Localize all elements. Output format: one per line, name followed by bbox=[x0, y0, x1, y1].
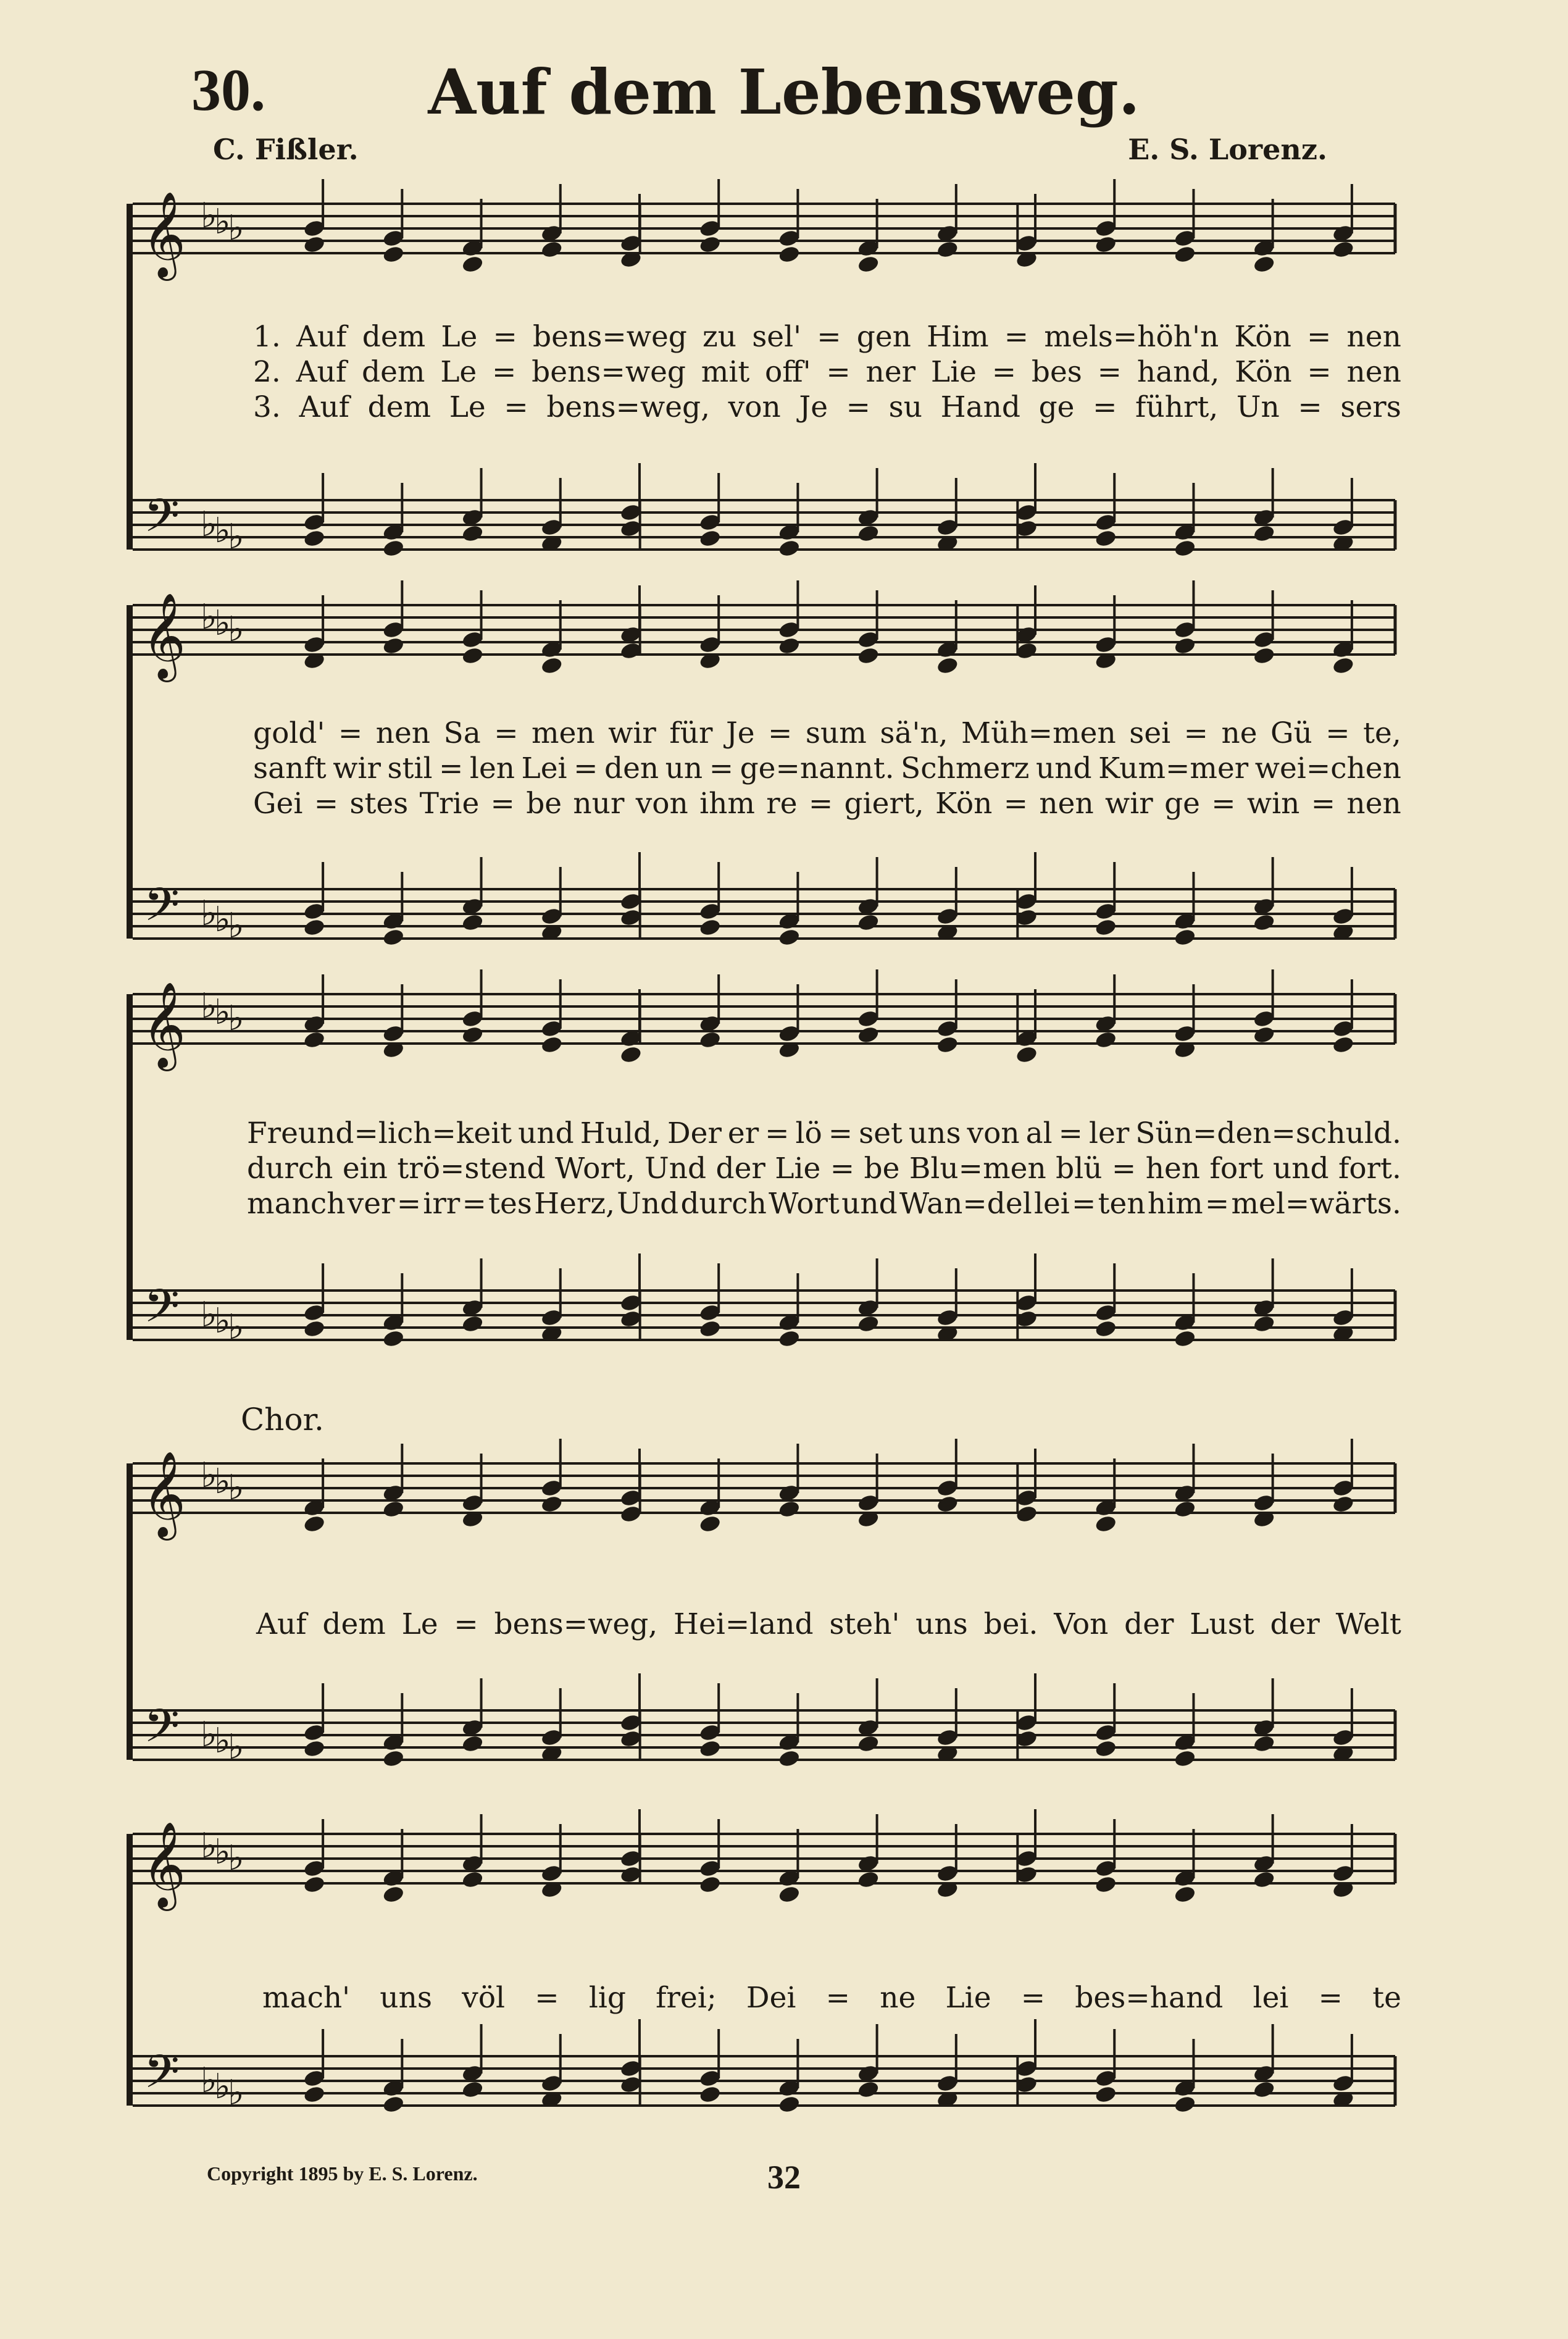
lyric-syllable: sum bbox=[805, 716, 867, 750]
lyric-syllable: = bbox=[1072, 1187, 1096, 1221]
lyric-syllable: Gü bbox=[1270, 716, 1312, 750]
svg-text:♭: ♭ bbox=[214, 603, 231, 643]
lyric-syllable: Blu=men bbox=[909, 1152, 1046, 1186]
lyric-syllable: = bbox=[493, 320, 517, 354]
svg-text:♭: ♭ bbox=[201, 597, 217, 637]
lyric-syllable: Und bbox=[617, 1187, 679, 1221]
lyric-syllable: und bbox=[1035, 751, 1092, 785]
lyric-syllable: win bbox=[1246, 787, 1300, 821]
lyric-syllable: = bbox=[1325, 716, 1350, 750]
lyric-line bbox=[130, 1607, 1401, 1641]
lyric-syllable: gen bbox=[856, 320, 911, 354]
lyric-syllable: = bbox=[709, 751, 734, 785]
svg-text:♭: ♭ bbox=[228, 208, 244, 248]
svg-text:𝄢: 𝄢 bbox=[144, 878, 180, 943]
lyric-syllable: Trie bbox=[419, 787, 480, 821]
lyric-syllable: und bbox=[841, 1187, 898, 1221]
lyric-syllable: sers bbox=[1340, 390, 1401, 424]
lyric-syllable: te, bbox=[1363, 716, 1401, 750]
lyric-syllable: lö bbox=[795, 1116, 822, 1150]
lyric-syllable: al bbox=[1025, 1116, 1053, 1150]
svg-text:♭: ♭ bbox=[201, 1455, 217, 1496]
lyric-syllable: lei bbox=[1033, 1187, 1070, 1221]
lyric-syllable: von bbox=[728, 390, 781, 424]
lyric-syllable: dem bbox=[361, 355, 425, 389]
page-number: 32 bbox=[767, 2159, 801, 2196]
svg-text:♭: ♭ bbox=[228, 906, 244, 946]
lyric-syllable: ein bbox=[342, 1152, 388, 1186]
lyric-syllable: hen bbox=[1145, 1152, 1201, 1186]
lyric-syllable: = bbox=[1097, 355, 1122, 389]
lyric-syllable: Lust bbox=[1190, 1607, 1254, 1641]
lyric-syllable: = bbox=[573, 751, 598, 785]
svg-text:♭: ♭ bbox=[201, 1826, 217, 1866]
lyric-syllable: führt, bbox=[1135, 390, 1219, 424]
lyric-syllable: Je bbox=[725, 716, 755, 750]
svg-text:𝄞: 𝄞 bbox=[142, 191, 186, 277]
svg-text:♭: ♭ bbox=[228, 1468, 244, 1508]
lyric-syllable: = bbox=[1307, 355, 1332, 389]
lyric-syllable: wir bbox=[333, 751, 381, 785]
text-author: C. Fißler. bbox=[213, 133, 359, 166]
lyric-syllable: von bbox=[635, 787, 688, 821]
lyric-syllable: Auf bbox=[296, 355, 347, 389]
svg-text:♭: ♭ bbox=[214, 511, 231, 551]
lyric-syllable: = bbox=[825, 1981, 850, 2015]
lyric-syllable: wir bbox=[608, 716, 656, 750]
lyric-syllable: von bbox=[967, 1116, 1020, 1150]
svg-text:𝄞: 𝄞 bbox=[142, 982, 186, 1068]
svg-text:♭: ♭ bbox=[228, 1307, 244, 1347]
lyric-syllable: völ bbox=[462, 1981, 506, 2015]
lyric-syllable: bens=weg, bbox=[494, 1607, 658, 1641]
lyric-syllable: Him bbox=[927, 320, 989, 354]
svg-text:𝄞: 𝄞 bbox=[142, 1822, 186, 1907]
svg-text:♭: ♭ bbox=[228, 2073, 244, 2113]
lyric-syllable: = bbox=[454, 1607, 478, 1641]
lyric-syllable: su bbox=[888, 390, 922, 424]
lyric-syllable: ver bbox=[347, 1187, 395, 1221]
lyric-syllable: Auf bbox=[296, 320, 347, 354]
lyric-syllable: Huld, bbox=[580, 1116, 662, 1150]
lyric-syllable: bens=weg bbox=[532, 355, 686, 389]
lyric-syllable: nur bbox=[573, 787, 625, 821]
lyric-syllable: mel=wärts. bbox=[1231, 1187, 1401, 1221]
lyric-syllable: steh' bbox=[829, 1607, 900, 1641]
lyric-line bbox=[130, 751, 1401, 785]
lyric-line bbox=[130, 1187, 1401, 1221]
lyric-syllable: sel' bbox=[752, 320, 802, 354]
lyric-syllable: = bbox=[830, 1152, 855, 1186]
lyric-syllable: un bbox=[665, 751, 703, 785]
lyric-syllable: 2. bbox=[253, 355, 281, 389]
lyric-syllable: ne bbox=[880, 1981, 916, 2015]
lyric-syllable: nen bbox=[1346, 355, 1401, 389]
lyric-syllable: Un bbox=[1236, 390, 1280, 424]
copyright-notice: Copyright 1895 by E. S. Lorenz. bbox=[207, 2162, 478, 2185]
lyric-line bbox=[130, 1116, 1401, 1150]
lyric-syllable: nen bbox=[1039, 787, 1094, 821]
lyric-syllable: off' bbox=[765, 355, 811, 389]
lyric-syllable: Wort bbox=[769, 1187, 840, 1221]
lyric-syllable: bei. bbox=[983, 1607, 1038, 1641]
lyric-syllable: him bbox=[1147, 1187, 1203, 1221]
svg-text:♭: ♭ bbox=[228, 998, 244, 1039]
lyric-syllable: = bbox=[1204, 1187, 1230, 1221]
lyric-syllable: ne bbox=[1221, 716, 1257, 750]
svg-text:♭: ♭ bbox=[228, 1838, 244, 1878]
svg-text:♭: ♭ bbox=[214, 1301, 231, 1341]
lyric-syllable: te bbox=[1372, 1981, 1401, 2015]
svg-text:♭: ♭ bbox=[214, 1462, 231, 1502]
lyric-syllable: fort bbox=[1209, 1152, 1264, 1186]
lyric-syllable: blü bbox=[1056, 1152, 1103, 1186]
lyric-syllable: 3. bbox=[253, 390, 281, 424]
hymn-header bbox=[0, 56, 1568, 130]
lyric-syllable: Wan=del bbox=[899, 1187, 1032, 1221]
lyric-syllable: ler bbox=[1088, 1116, 1130, 1150]
lyric-line bbox=[130, 355, 1401, 389]
svg-text:♭: ♭ bbox=[214, 2067, 231, 2107]
lyric-syllable: = bbox=[1311, 787, 1336, 821]
svg-text:𝄢: 𝄢 bbox=[144, 489, 180, 554]
svg-text:♭: ♭ bbox=[201, 196, 217, 236]
svg-text:♭: ♭ bbox=[214, 202, 231, 242]
lyric-syllable: Schmerz bbox=[901, 751, 1030, 785]
lyric-syllable: stes bbox=[349, 787, 409, 821]
svg-text:𝄞: 𝄞 bbox=[142, 1451, 186, 1537]
lyric-syllable: ge bbox=[1038, 390, 1075, 424]
lyric-syllable: be bbox=[864, 1152, 900, 1186]
lyric-syllable: = bbox=[494, 716, 519, 750]
lyric-syllable: = bbox=[1183, 716, 1209, 750]
lyric-syllable: uns bbox=[908, 1116, 961, 1150]
lyric-syllable: Von bbox=[1054, 1607, 1109, 1641]
lyric-syllable: lei bbox=[1253, 1981, 1289, 2015]
lyric-syllable: ge=nannt. bbox=[740, 751, 895, 785]
lyric-syllable: = bbox=[314, 787, 339, 821]
svg-text:♭: ♭ bbox=[201, 986, 217, 1026]
lyric-line bbox=[130, 390, 1401, 424]
lyric-syllable: Gei bbox=[253, 787, 303, 821]
lyric-syllable: = bbox=[1020, 1981, 1046, 2015]
lyric-syllable: bens=weg, bbox=[546, 390, 711, 424]
lyric-syllable: wei=chen bbox=[1254, 751, 1401, 785]
lyric-syllable: 1. bbox=[253, 320, 281, 354]
lyric-syllable: = bbox=[338, 716, 363, 750]
lyric-syllable: = bbox=[1003, 787, 1028, 821]
lyric-syllable: gold' bbox=[253, 716, 325, 750]
lyric-syllable: men bbox=[532, 716, 595, 750]
lyric-syllable: Kön bbox=[935, 787, 993, 821]
svg-text:♭: ♭ bbox=[201, 1295, 217, 1335]
lyric-syllable: set bbox=[859, 1116, 903, 1150]
lyric-syllable: Lie bbox=[775, 1152, 821, 1186]
lyric-syllable: nen bbox=[1346, 787, 1401, 821]
lyric-syllable: und bbox=[518, 1116, 574, 1150]
lyric-syllable: Hei=land bbox=[673, 1607, 814, 1641]
lyric-syllable: nen bbox=[375, 716, 431, 750]
lyric-syllable: = bbox=[396, 1187, 422, 1221]
lyric-syllable: dem bbox=[367, 390, 432, 424]
lyric-syllable: uns bbox=[915, 1607, 968, 1641]
lyric-syllable: manch bbox=[247, 1187, 346, 1221]
lyric-syllable: Lie bbox=[945, 1981, 991, 2015]
lyric-syllable: = bbox=[817, 320, 841, 354]
chorus-label: Chor. bbox=[241, 1402, 324, 1437]
svg-text:♭: ♭ bbox=[214, 992, 231, 1032]
svg-text:𝄞: 𝄞 bbox=[142, 593, 186, 679]
lyric-syllable: = bbox=[492, 355, 517, 389]
lyric-syllable: frei; bbox=[656, 1981, 717, 2015]
lyric-syllable: Sa bbox=[443, 716, 481, 750]
svg-text:♭: ♭ bbox=[214, 900, 231, 940]
lyric-syllable: Kön bbox=[1234, 320, 1291, 354]
lyric-syllable: der bbox=[1124, 1607, 1174, 1641]
lyric-syllable: der bbox=[715, 1152, 765, 1186]
lyric-syllable: dem bbox=[322, 1607, 386, 1641]
lyric-syllable: Dei bbox=[746, 1981, 796, 2015]
svg-text:♭: ♭ bbox=[201, 504, 217, 545]
lyric-syllable: = bbox=[535, 1981, 559, 2015]
lyric-syllable: Le bbox=[441, 320, 478, 354]
lyric-syllable: be bbox=[526, 787, 562, 821]
lyric-syllable: = bbox=[1093, 390, 1117, 424]
lyric-syllable: Le bbox=[440, 355, 477, 389]
svg-text:♭: ♭ bbox=[214, 1832, 231, 1872]
lyric-syllable: durch bbox=[680, 1187, 767, 1221]
lyric-syllable: = bbox=[1298, 390, 1322, 424]
lyric-syllable: tes bbox=[488, 1187, 532, 1221]
lyric-syllable: den bbox=[604, 751, 659, 785]
lyric-syllable: = bbox=[1004, 320, 1029, 354]
lyric-syllable: fort. bbox=[1338, 1152, 1401, 1186]
lyric-syllable: uns bbox=[380, 1981, 432, 2015]
lyric-syllable: Wort, bbox=[554, 1152, 635, 1186]
lyric-syllable: irr bbox=[423, 1187, 461, 1221]
lyric-line bbox=[130, 1981, 1401, 2015]
lyric-syllable: ihm bbox=[699, 787, 755, 821]
lyric-syllable: sanft bbox=[253, 751, 327, 785]
lyric-syllable: ten bbox=[1098, 1187, 1146, 1221]
lyric-syllable: hand, bbox=[1136, 355, 1220, 389]
lyric-syllable: mit bbox=[701, 355, 750, 389]
lyric-syllable: bes=hand bbox=[1075, 1981, 1224, 2015]
lyric-syllable: Hand bbox=[940, 390, 1020, 424]
lyric-syllable: bens=weg bbox=[533, 320, 687, 354]
lyric-syllable: = bbox=[765, 1116, 790, 1150]
music-author: E. S. Lorenz. bbox=[1128, 133, 1327, 166]
lyric-line bbox=[130, 320, 1401, 354]
lyric-syllable: = bbox=[1058, 1116, 1083, 1150]
svg-text:𝄢: 𝄢 bbox=[144, 2045, 180, 2110]
lyric-line bbox=[130, 787, 1401, 821]
lyric-syllable: der bbox=[1270, 1607, 1320, 1641]
svg-text:♭: ♭ bbox=[228, 609, 244, 650]
lyric-syllable: giert, bbox=[844, 787, 924, 821]
lyric-syllable: = bbox=[808, 787, 833, 821]
lyric-line bbox=[130, 716, 1401, 750]
lyric-syllable: Auf bbox=[299, 390, 350, 424]
svg-text:𝄢: 𝄢 bbox=[144, 1699, 180, 1764]
lyric-syllable: = bbox=[462, 1187, 486, 1221]
lyric-syllable: Sün=den=schuld. bbox=[1135, 1116, 1401, 1150]
lyric-syllable: = bbox=[846, 390, 871, 424]
svg-text:♭: ♭ bbox=[228, 1727, 244, 1767]
music-system-5 bbox=[120, 1809, 1407, 2130]
lyric-syllable: bes bbox=[1031, 355, 1082, 389]
lyric-syllable: = bbox=[991, 355, 1017, 389]
lyric-syllable: ner bbox=[865, 355, 916, 389]
lyric-syllable: er bbox=[727, 1116, 759, 1150]
lyric-syllable: Lei bbox=[521, 751, 567, 785]
lyric-syllable: = bbox=[490, 787, 515, 821]
svg-text:♭: ♭ bbox=[214, 1721, 231, 1761]
lyric-syllable: ge bbox=[1164, 787, 1200, 821]
lyric-syllable: stil bbox=[387, 751, 433, 785]
lyric-syllable: sei bbox=[1129, 716, 1171, 750]
lyric-syllable: Der bbox=[667, 1116, 722, 1150]
lyric-syllable: = bbox=[1211, 787, 1236, 821]
svg-text:♭: ♭ bbox=[201, 2061, 217, 2101]
lyric-syllable: zu bbox=[703, 320, 737, 354]
lyric-syllable: dem bbox=[362, 320, 426, 354]
hymn-title: Auf dem Lebensweg. bbox=[428, 56, 1140, 128]
hymn-number: 30. bbox=[191, 57, 265, 123]
lyric-syllable: durch bbox=[247, 1152, 333, 1186]
lyric-syllable: len bbox=[469, 751, 515, 785]
lyric-syllable: Je bbox=[799, 390, 828, 424]
lyric-syllable: = bbox=[768, 716, 793, 750]
lyric-syllable: Müh=men bbox=[961, 716, 1116, 750]
lyric-syllable: mels=höh'n bbox=[1044, 320, 1219, 354]
svg-text:♭: ♭ bbox=[228, 517, 244, 557]
lyric-syllable: = bbox=[504, 390, 528, 424]
lyric-syllable: wir bbox=[1105, 787, 1153, 821]
lyric-syllable: = bbox=[1306, 320, 1332, 354]
lyric-syllable: = bbox=[826, 355, 851, 389]
lyric-syllable: Herz, bbox=[534, 1187, 615, 1221]
lyric-syllable: Kön bbox=[1235, 355, 1292, 389]
svg-text:𝄢: 𝄢 bbox=[144, 1279, 180, 1344]
svg-text:♭: ♭ bbox=[201, 1715, 217, 1755]
lyric-syllable: und bbox=[1272, 1152, 1329, 1186]
lyric-syllable: Lie bbox=[930, 355, 977, 389]
lyric-syllable: trö=stend bbox=[397, 1152, 546, 1186]
lyric-syllable: mach' bbox=[262, 1981, 351, 2015]
lyric-line bbox=[130, 1152, 1401, 1186]
lyric-syllable: = bbox=[439, 751, 464, 785]
lyric-syllable: = bbox=[828, 1116, 853, 1150]
staff-system-graphic-5 bbox=[120, 1809, 1407, 2130]
lyric-syllable: Freund=lich=keit bbox=[247, 1116, 512, 1150]
lyric-syllable: Le bbox=[449, 390, 486, 424]
svg-text:♭: ♭ bbox=[201, 893, 217, 934]
lyric-syllable: für bbox=[669, 716, 713, 750]
lyric-syllable: Und bbox=[644, 1152, 707, 1186]
lyric-syllable: nen bbox=[1346, 320, 1401, 354]
lyric-syllable: re bbox=[766, 787, 798, 821]
lyric-syllable: = bbox=[1318, 1981, 1343, 2015]
lyric-syllable: Kum=mer bbox=[1098, 751, 1249, 785]
lyric-syllable: sä'n, bbox=[880, 716, 948, 750]
lyric-syllable: Welt bbox=[1335, 1607, 1401, 1641]
lyric-syllable: Le bbox=[401, 1607, 438, 1641]
lyric-syllable: = bbox=[1111, 1152, 1136, 1186]
lyric-syllable: lig bbox=[588, 1981, 626, 2015]
lyric-syllable: Auf bbox=[256, 1607, 307, 1641]
